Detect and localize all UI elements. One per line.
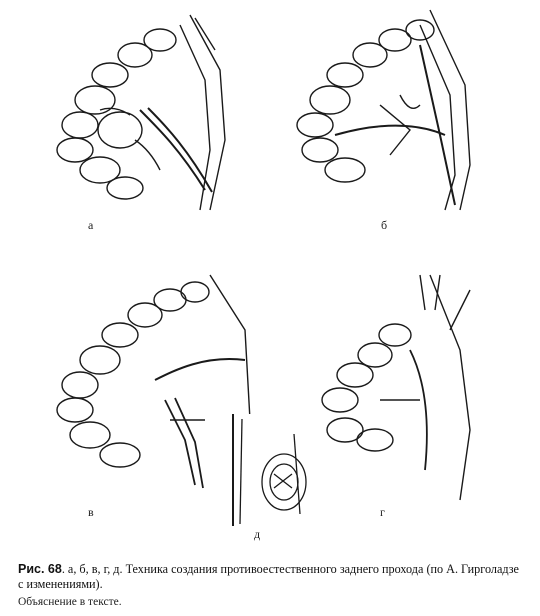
figure-caption-text: . а, б, в, г, д. Техника создания противоестественного заднего прохода (по А. Гирголадзе с изменениями).: [18, 562, 519, 591]
illustration-panel-g: [300, 270, 490, 505]
panel-label-b: б: [381, 218, 388, 232]
figure-number: Рис. 68: [18, 562, 62, 576]
figure-note: Объяснение в тексте.: [18, 596, 122, 608]
illustration-panel-v: [45, 270, 260, 505]
figure-caption: [18, 562, 523, 592]
panel-label-d: д: [254, 527, 261, 541]
panel-label-a: а: [88, 218, 94, 232]
panel-label-g: г: [380, 505, 385, 519]
panel-label-v: в: [88, 505, 94, 519]
illustration-panel-a: [40, 10, 240, 215]
illustration-panel-b: [280, 5, 480, 215]
